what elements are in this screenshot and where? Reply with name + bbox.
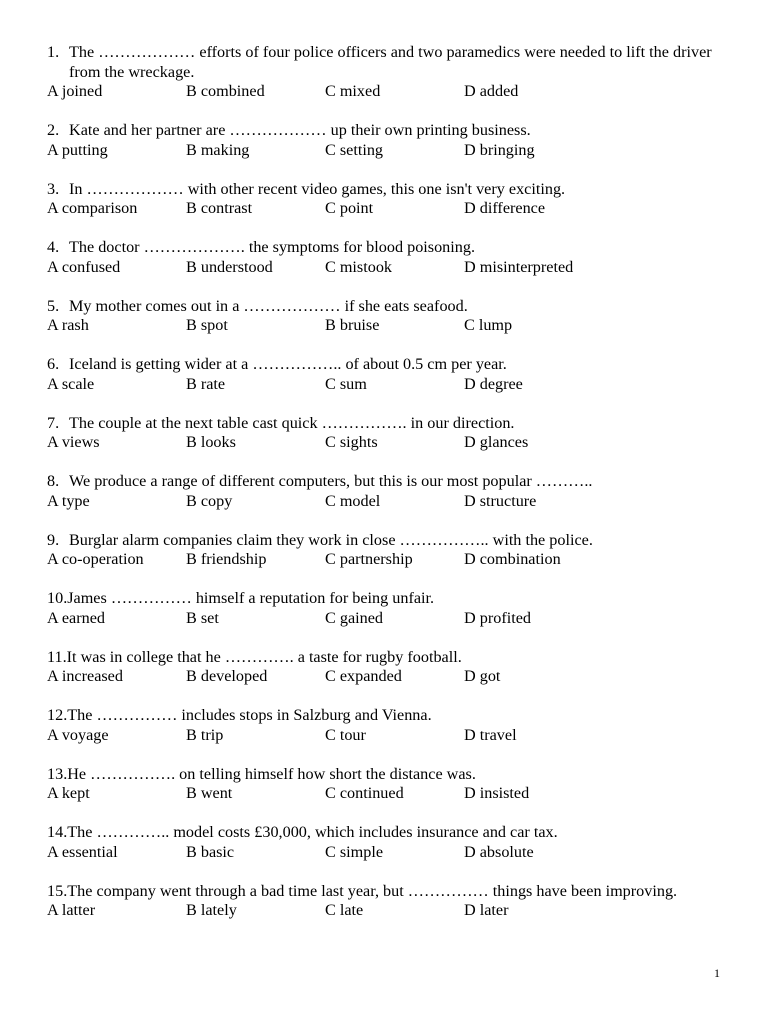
question-number: 13.	[47, 764, 68, 783]
question-number: 5.	[47, 296, 60, 315]
answer-option[interactable]: A putting	[47, 140, 108, 159]
question-sheet	[47, 43, 737, 921]
question-number: 9.	[47, 530, 60, 549]
question-number: 14.	[47, 823, 68, 841]
question-item	[47, 121, 737, 180]
question-spacer	[47, 745, 737, 765]
question-stem	[47, 472, 737, 492]
answer-option[interactable]: A comparison	[47, 199, 138, 217]
question-stem	[47, 297, 737, 317]
answer-options	[47, 258, 737, 278]
question-number: 10.	[47, 589, 68, 607]
answer-option[interactable]: D got	[464, 667, 501, 685]
answer-option[interactable]: B looks	[186, 433, 236, 451]
answer-options	[47, 141, 737, 161]
answer-option[interactable]: C lump	[464, 316, 513, 334]
answer-options	[47, 375, 737, 395]
question-text: We produce a range of different computers, but this is our most popular ………..	[69, 472, 593, 490]
answer-option[interactable]: C sights	[325, 433, 378, 451]
answer-option[interactable]: A type	[47, 491, 90, 510]
answer-option[interactable]: D structure	[464, 491, 537, 510]
answer-option[interactable]: C mixed	[325, 82, 381, 100]
question-text: The doctor ………………. the symptoms for blood poisoning.	[69, 238, 476, 256]
answer-option[interactable]: B went	[186, 784, 233, 802]
question-stem	[47, 589, 737, 609]
question-number: 6.	[47, 355, 60, 373]
question-number: 11.	[47, 647, 67, 666]
answer-option[interactable]: C sum	[325, 374, 367, 393]
question-number: 1.	[47, 43, 60, 61]
question-number: 8.	[47, 472, 60, 490]
question-text: James …………… himself a reputation for being unfair.	[67, 589, 435, 607]
answer-option[interactable]: A co-operation	[47, 550, 144, 568]
answer-option[interactable]: B friendship	[186, 550, 267, 568]
question-spacer	[47, 453, 737, 473]
question-number: 3.	[47, 179, 60, 198]
answer-option[interactable]: D insisted	[464, 784, 530, 802]
question-text: Iceland is getting wider at a …………….. of about 0.5 cm per year.	[69, 355, 507, 373]
answer-option[interactable]: C mistook	[325, 257, 393, 276]
answer-option[interactable]: B making	[186, 140, 250, 159]
question-text: It was in college that he …………. a taste for rugby football.	[66, 647, 462, 666]
question-text: Burglar alarm companies claim they work in close …………….. with the police.	[69, 530, 593, 549]
question-spacer	[47, 511, 737, 531]
answer-option[interactable]: C point	[325, 199, 374, 217]
question-spacer	[47, 160, 737, 180]
answer-options	[47, 492, 737, 512]
answer-option[interactable]: C late	[325, 901, 364, 919]
question-text: In ……………… with other recent video games, this one isn't very exciting.	[69, 179, 566, 198]
question-text: Kate and her partner are ……………… up their own printing business.	[69, 121, 531, 139]
question-spacer	[47, 862, 737, 882]
answer-option[interactable]: D misinterpreted	[464, 257, 574, 276]
page-number: 1	[714, 966, 720, 980]
question-item	[47, 765, 737, 824]
answer-option[interactable]: C tour	[325, 725, 366, 744]
question-item	[47, 355, 737, 414]
question-spacer	[47, 570, 737, 590]
answer-option[interactable]: C continued	[325, 784, 404, 802]
question-item	[47, 823, 737, 882]
question-item	[47, 648, 737, 707]
answer-options	[47, 433, 737, 453]
question-text: The …………… includes stops in Salzburg and Vienna.	[67, 706, 432, 724]
question-stem	[47, 121, 737, 141]
question-item	[47, 238, 737, 297]
answer-options	[47, 550, 737, 570]
question-item	[47, 297, 737, 356]
question-stem	[47, 238, 737, 258]
answer-option[interactable]: B bruise	[325, 316, 380, 334]
answer-option[interactable]: A latter	[47, 901, 96, 919]
answer-option[interactable]: D combination	[464, 550, 561, 568]
question-stem	[47, 531, 737, 551]
question-item	[47, 882, 737, 921]
question-stem	[47, 648, 737, 668]
answer-option[interactable]: C simple	[325, 842, 384, 861]
answer-options	[47, 609, 737, 629]
question-stem	[47, 414, 737, 434]
answer-option[interactable]: D difference	[464, 199, 546, 217]
answer-option[interactable]: B contrast	[186, 199, 253, 217]
question-item	[47, 531, 737, 590]
question-spacer	[47, 628, 737, 648]
answer-options	[47, 901, 737, 921]
question-text: My mother comes out in a ……………… if she eats seafood.	[69, 296, 468, 315]
question-spacer	[47, 219, 737, 239]
question-text: The ………….. model costs £30,000, which includes insurance and car tax.	[67, 823, 558, 841]
answer-option[interactable]: B rate	[186, 374, 226, 393]
answer-option[interactable]: B trip	[186, 725, 224, 744]
question-stem	[47, 765, 737, 785]
question-stem	[47, 180, 737, 200]
answer-options	[47, 667, 737, 687]
answer-option[interactable]: A views	[47, 433, 100, 451]
answer-option[interactable]: B set	[186, 608, 219, 627]
question-spacer	[47, 804, 737, 824]
question-number: 7.	[47, 413, 60, 432]
answer-option[interactable]: B lately	[186, 901, 237, 919]
answer-option[interactable]: D added	[464, 82, 519, 100]
answer-options	[47, 199, 737, 219]
question-stem	[47, 43, 737, 82]
answer-option[interactable]: A increased	[47, 667, 123, 685]
answer-option[interactable]: B spot	[186, 316, 228, 334]
answer-option[interactable]: A confused	[47, 257, 121, 276]
answer-option[interactable]: D travel	[464, 725, 517, 744]
question-number: 12.	[47, 706, 68, 724]
question-item	[47, 472, 737, 531]
question-item	[47, 43, 737, 121]
answer-options	[47, 316, 737, 336]
question-text: He ……………. on telling himself how short the distance was.	[67, 764, 476, 783]
question-stem	[47, 823, 737, 843]
answer-option[interactable]: D glances	[464, 433, 529, 451]
question-stem	[47, 706, 737, 726]
question-spacer	[47, 102, 737, 122]
answer-option[interactable]: A earned	[47, 608, 105, 627]
answer-option[interactable]: D later	[464, 901, 509, 919]
question-number: 15.	[47, 881, 68, 900]
answer-option[interactable]: B developed	[186, 667, 268, 685]
answer-option[interactable]: B understood	[186, 257, 273, 276]
question-number: 4.	[47, 238, 60, 256]
answer-option[interactable]: C setting	[325, 140, 384, 159]
answer-option[interactable]: C model	[325, 491, 381, 510]
answer-option[interactable]: A scale	[47, 374, 95, 393]
answer-options	[47, 843, 737, 863]
answer-option[interactable]: D degree	[464, 374, 523, 393]
question-spacer	[47, 687, 737, 707]
question-item	[47, 180, 737, 239]
question-spacer	[47, 277, 737, 297]
question-spacer	[47, 394, 737, 414]
answer-option[interactable]: A voyage	[47, 725, 109, 744]
answer-option[interactable]: D profited	[464, 608, 531, 627]
answer-option[interactable]: B combined	[186, 82, 265, 100]
question-item	[47, 414, 737, 473]
answer-options	[47, 82, 737, 102]
question-stem	[47, 882, 737, 902]
answer-option[interactable]: A rash	[47, 316, 89, 334]
answer-option[interactable]: D bringing	[464, 140, 535, 159]
answer-option[interactable]: B basic	[186, 842, 235, 861]
answer-options	[47, 784, 737, 804]
question-item	[47, 706, 737, 765]
question-number: 2.	[47, 121, 60, 139]
question-text: The ……………… efforts of four police officers and two paramedics were needed to lift the driver from the wreckage.	[69, 43, 712, 81]
answer-options	[47, 726, 737, 746]
answer-option[interactable]: C gained	[325, 608, 383, 627]
answer-option[interactable]: A kept	[47, 784, 90, 802]
answer-option[interactable]: C partnership	[325, 550, 413, 568]
question-text: The couple at the next table cast quick ……………. in our direction.	[69, 413, 515, 432]
question-text: The company went through a bad time last year, but …………… things have been improving.	[67, 881, 678, 900]
answer-option[interactable]: A joined	[47, 82, 103, 100]
answer-option[interactable]: C expanded	[325, 667, 402, 685]
answer-option[interactable]: A essential	[47, 842, 118, 861]
answer-option[interactable]: D absolute	[464, 842, 534, 861]
question-stem	[47, 355, 737, 375]
question-spacer	[47, 336, 737, 356]
question-item	[47, 589, 737, 648]
answer-option[interactable]: B copy	[186, 491, 233, 510]
